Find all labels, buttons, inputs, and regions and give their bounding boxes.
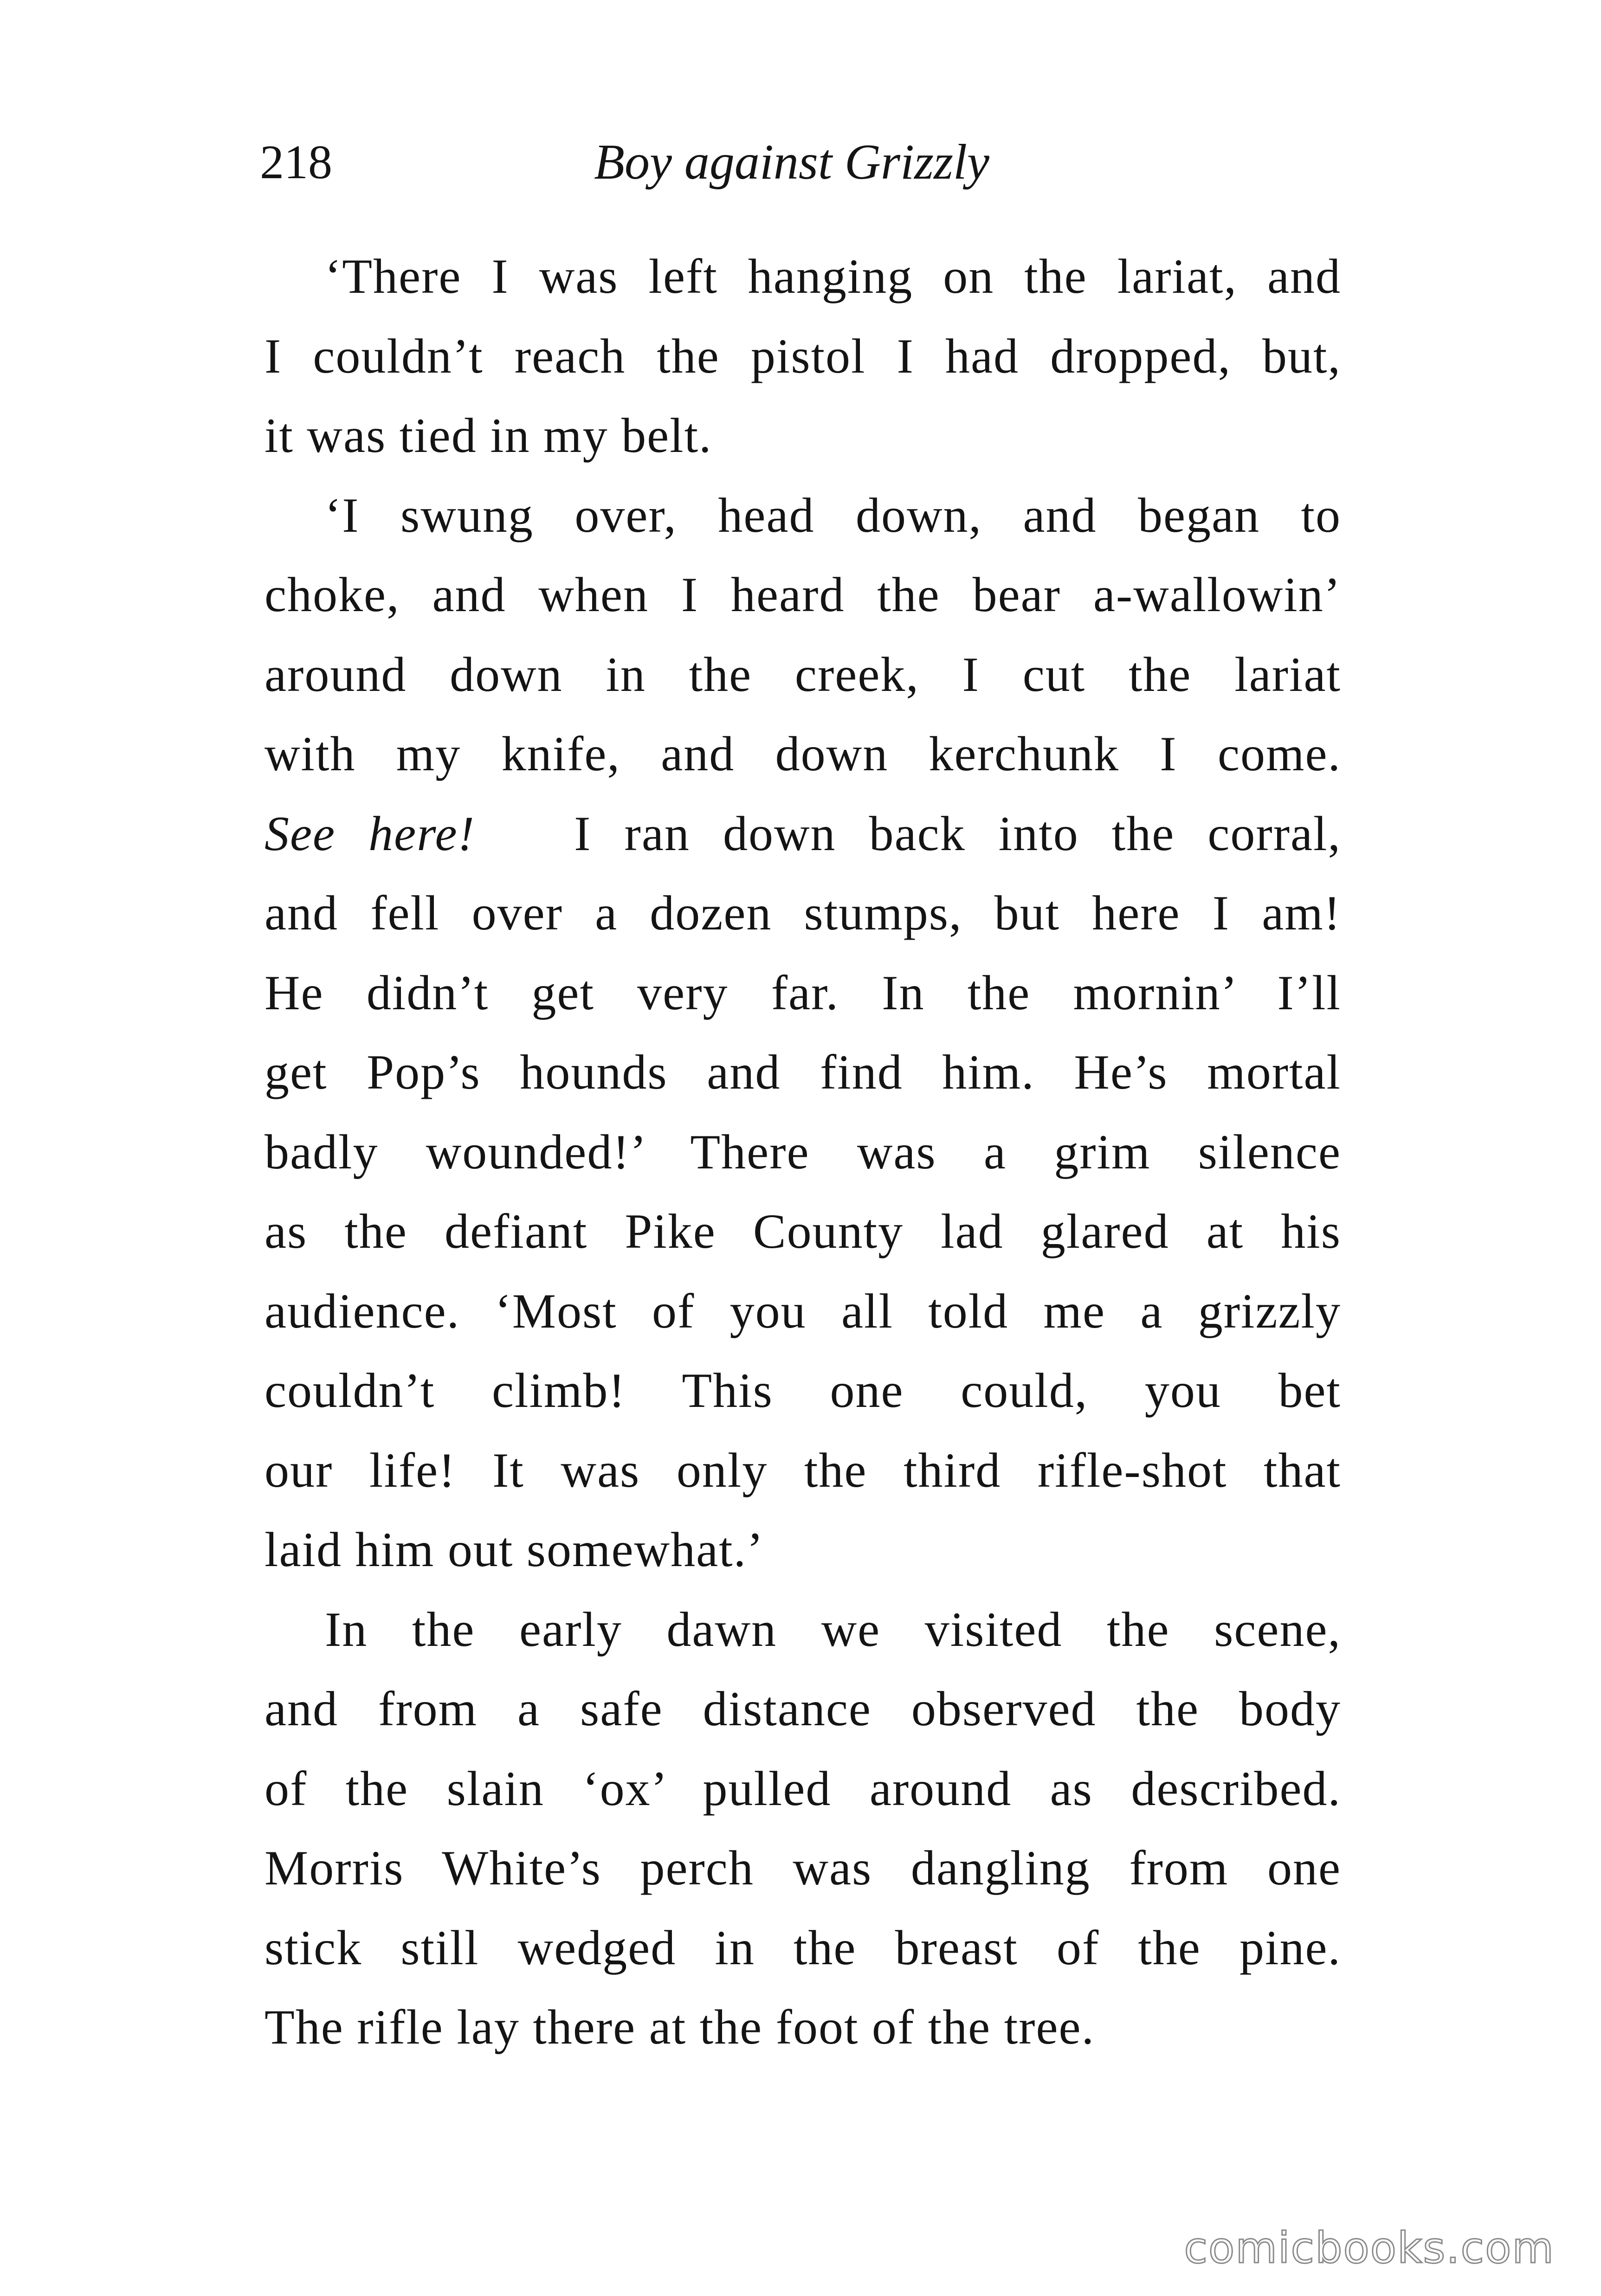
text-line: ‘I swung over, head down, and began to [325, 488, 1341, 542]
text-line: around down in the creek, I cut the lariat [265, 647, 1341, 702]
text-line: couldn’t climb! This one could, you bet [265, 1363, 1341, 1418]
text-line: ‘There I was left hanging on the lariat, and [325, 249, 1341, 303]
text-line-rest: I ran down back into the corral, [574, 806, 1342, 861]
text-line: our life! It was only the third rifle-shot that [265, 1443, 1341, 1497]
text-line: I couldn’t reach the pistol I had dropped, but, [265, 329, 1341, 383]
text-line: Morris White’s perch was dangling from one [265, 1841, 1341, 1895]
italic-phrase: See here! [265, 806, 475, 861]
text-line: He didn’t get very far. In the mornin’ I’ll [265, 965, 1341, 1020]
page-number: 218 [260, 135, 332, 189]
watermark: comicbooks.com [1184, 2223, 1555, 2273]
text-line: choke, and when I heard the bear a-wallowin’ [265, 568, 1341, 622]
text-line: with my knife, and down kerchunk I come. [265, 727, 1341, 781]
text-line: get Pop’s hounds and find him. He’s mortal [265, 1045, 1341, 1099]
text-line: stick still wedged in the breast of the pine. [265, 1920, 1341, 1975]
text-line: it was tied in my belt. [265, 408, 712, 463]
text-line: as the defiant Pike County lad glared at his [265, 1204, 1341, 1258]
body-text [265, 237, 1341, 2067]
text-line: audience. ‘Most of you all told me a grizzly [265, 1283, 1341, 1338]
text-line: The rifle lay there at the foot of the tree. [265, 2000, 1095, 2054]
text-line: and fell over a dozen stumps, but here I am! [265, 886, 1341, 940]
page-header [260, 135, 1341, 200]
text-line: In the early dawn we visited the scene, [325, 1602, 1341, 1657]
text-line: and from a safe distance observed the body [265, 1682, 1341, 1736]
text-line: of the slain ‘ox’ pulled around as described. [265, 1761, 1341, 1816]
text-line: laid him out somewhat.’ [265, 1522, 764, 1577]
text-line [265, 794, 1341, 874]
running-head: Boy against Grizzly [594, 135, 989, 190]
text-line: badly wounded!’ There was a grim silence [265, 1124, 1341, 1179]
